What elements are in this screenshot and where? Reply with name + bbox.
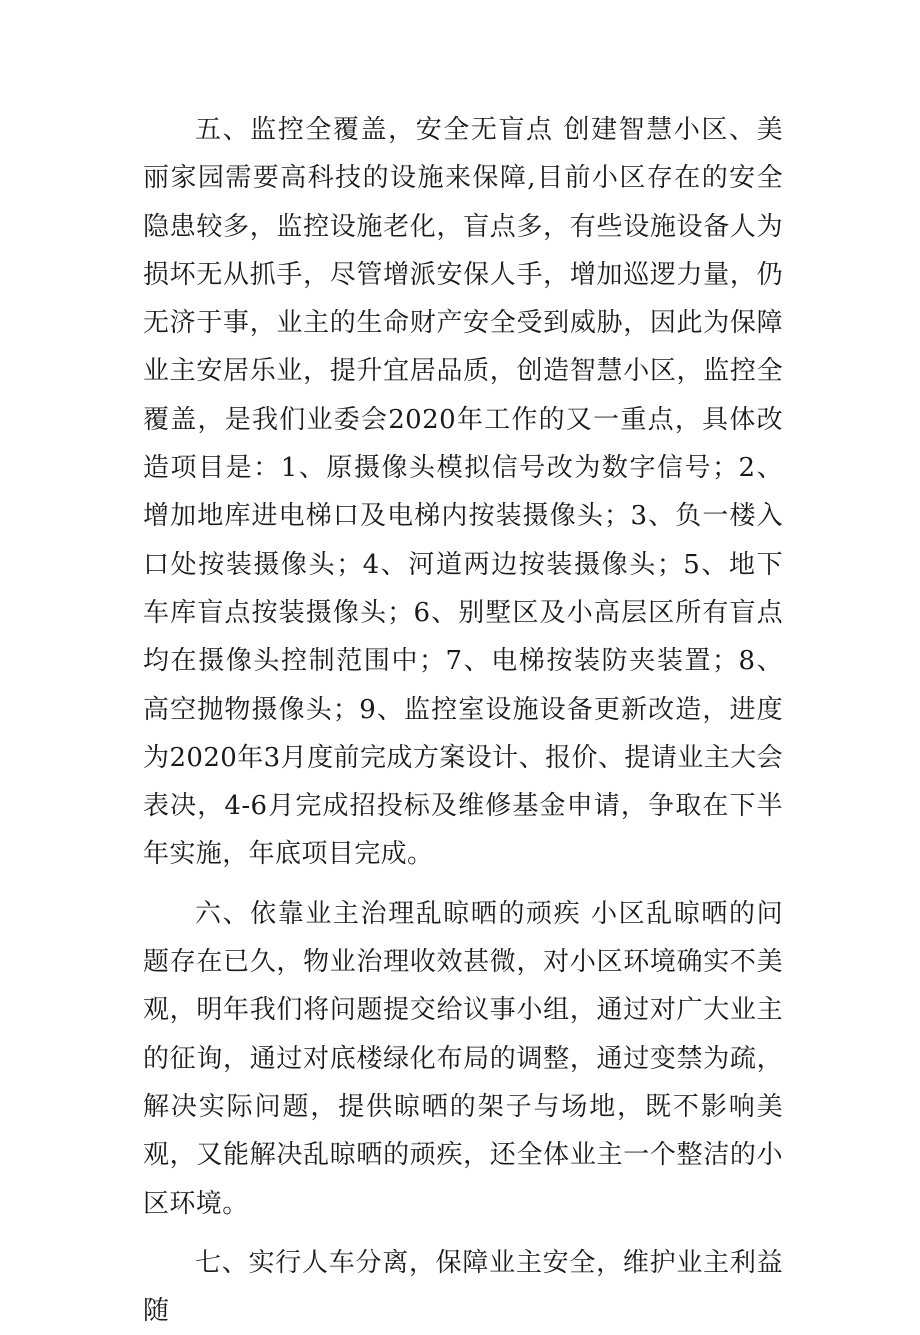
paragraph-laundry-drying: 六、依靠业主治理乱晾晒的顽疾 小区乱晾晒的问题存在已久，物业治理收效甚微，对小区环境确实不美观，明年我们将问题提交给议事小组，通过对广大业主的征询，通过对底楼绿化布局的调整，通过变禁为疏，解决实际问题，提供晾晒的架子与场地，既不影响美观，又能解决乱晾晒的顽疾，还全体业主一个整洁的小区环境。 [143,898,783,1219]
paragraph-surveillance: 五、监控全覆盖，安全无盲点 创建智慧小区、美丽家园需要高科技的设施来保障,目前小区存在的安全隐患较多，监控设施老化，盲点多，有些设施设备人为损坏无从抓手，尽管增派安保人手，增加巡逻力量，仍无济于事，业主的生命财产安全受到威胁，因此为保障业主安居乐业，提升宜居品质，创造智慧小区，监控全覆盖，是我们业委会2020年工作的又一重点，具体改造项目是：1、原摄像头模拟信号改为数字信号；2、增加地库进电梯口及电梯内按装摄像头；3、负一楼入口处按装摄像头；4、河道两边按装摄像头；5、地下车库盲点按装摄像头；6、别墅区及小高层区所有盲点均在摄像头控制范围中；7、电梯按装防夹装置；8、高空抛物摄像头；9、监控室设施设备更新改造，进度为2020年3月度前完成方案设计、报价、提请业主大会表决，4-6月完成招投标及维修基金申请，争取在下半年实施，年底项目完成。 [143,115,783,870]
document-page [143,106,783,1335]
paragraph-pedestrian-vehicle-separation: 七、实行人车分离，保障业主安全，维护业主利益 随 [143,1247,783,1327]
